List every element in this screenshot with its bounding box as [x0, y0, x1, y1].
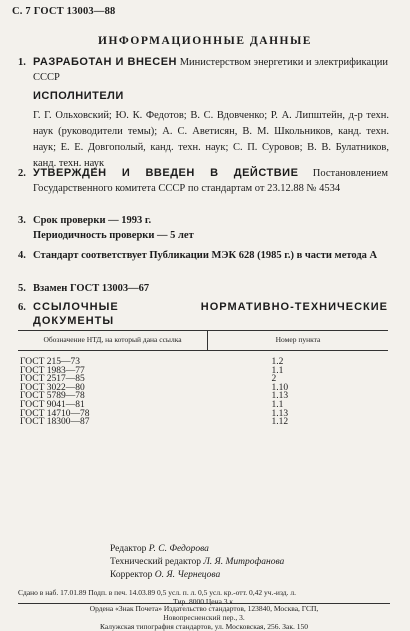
- imprint-line-1: Сдано в наб. 17.01.89 Подп. в печ. 14.03.89 0,5 усл. п. л. 0,5 усл. кр.-отт. 0,42 уч.-изд. л.: [18, 588, 296, 597]
- section-3-line1: Срок проверки — 1993 г.: [33, 215, 152, 226]
- page-header: С. 7 ГОСТ 13003—88: [12, 6, 116, 17]
- section-6: [18, 300, 388, 328]
- section-4-text: Стандарт соответствует Публикации МЭК 628 (1985 г.) в части метода А: [33, 250, 378, 261]
- table-cell-clause: 1.13: [271, 408, 289, 419]
- table-cell-ntd: ГОСТ 5789—78: [20, 391, 85, 402]
- table-cell-clause: 1.12: [271, 417, 289, 428]
- section-1: [18, 55, 388, 85]
- table-cell-clause: 1.2: [271, 357, 284, 367]
- editor-label: Редактор: [110, 544, 147, 554]
- table-cell-ntd: ГОСТ 1983—77: [20, 365, 85, 376]
- table-cell-clause: 1.10: [271, 382, 289, 393]
- section-5-text: Взамен ГОСТ 13003—67: [33, 283, 150, 294]
- corrector-line: [110, 569, 284, 582]
- table-header-clause: Номер пункта: [208, 331, 389, 351]
- table-row: [18, 351, 388, 367]
- section-2: [18, 166, 388, 196]
- table-cell-ntd: ГОСТ 18300—87: [20, 417, 90, 428]
- tech-editor-name: Л. Я. Митрофанова: [203, 557, 285, 567]
- table-cell-ntd: ГОСТ 215—73: [20, 357, 80, 367]
- section-6-text: ССЫЛОЧНЫЕ НОРМАТИВНО-ТЕХНИЧЕСКИЕ ДОКУМЕНТЫ: [33, 301, 388, 327]
- table-header-row: [18, 331, 388, 351]
- executors-heading: ИСПОЛНИТЕЛИ: [33, 90, 124, 102]
- editor-name: Р. С. Федорова: [148, 544, 209, 554]
- table-cell-ntd: ГОСТ 2517—85: [20, 374, 85, 385]
- section-1-body: Министерством энергетики и электрификации СССР: [33, 57, 388, 83]
- section-2-text: [33, 166, 388, 196]
- table-cell-ntd: ГОСТ 9041—81: [20, 399, 85, 410]
- table-cell-clause: 1.1: [271, 399, 284, 410]
- tech-editor-line: [110, 556, 284, 569]
- section-3-number: 3.: [18, 215, 26, 226]
- editor-line: [110, 543, 284, 556]
- corrector-label: Корректор: [110, 570, 153, 580]
- publisher-line-3: Калужская типография стандартов, ул. Московская, 256. Зак. 150: [99, 622, 308, 631]
- corrector-name: О. Я. Чернецова: [154, 570, 221, 580]
- table-cell-ntd: ГОСТ 3022—80: [20, 382, 85, 393]
- table-row: [18, 418, 388, 427]
- section-1-lead: РАЗРАБОТАН И ВНЕСЕН: [33, 56, 177, 68]
- section-3-line2: Периодичность проверки — 5 лет: [33, 230, 194, 241]
- section-3: [18, 213, 388, 243]
- table-cell-clause: 1.1: [271, 365, 284, 376]
- section-4: [18, 248, 388, 263]
- tech-editor-label: Технический редактор: [110, 557, 201, 567]
- section-1-text: [33, 55, 388, 85]
- table-header-ntd: Обозначение НТД, на который дана ссылка: [18, 331, 208, 351]
- publisher-line-2: Новопресненский пер., 3.: [163, 613, 245, 622]
- section-2-body: Постановлением Государственного комитета СССР по стандартам от 23.12.88 № 4534: [33, 168, 388, 194]
- reference-table: [18, 330, 388, 427]
- table-cell-clause: 1.13: [271, 391, 289, 402]
- section-2-number: 2.: [18, 168, 26, 179]
- publisher-line-1: Ордена «Знак Почета» Издательство стандартов, 123840, Москва, ГСП,: [89, 604, 319, 613]
- section-5-number: 5.: [18, 283, 26, 294]
- editors-block: [110, 543, 284, 582]
- imprint-line-2: Тир. 8000 Цена 3 к.: [173, 596, 235, 606]
- table-cell-clause: 2: [271, 374, 277, 385]
- section-5: [18, 281, 388, 296]
- publisher-block: [18, 604, 390, 631]
- executors-list: Г. Г. Ольховский; Ю. К. Федотов; В. С. Вдовченко; Р. А. Липштейн, д-р техн. наук (руководители темы); А. С. Аветисян, В. М. Школьников, канд. техн. наук; Е. Е. Довгополый, канд. техн. наук; С. П. Суровов; В. В. Булатников, канд. техн. наук: [33, 110, 389, 169]
- table-cell-ntd: ГОСТ 14710—78: [20, 408, 90, 419]
- page-title: ИНФОРМАЦИОННЫЕ ДАННЫЕ: [98, 35, 312, 47]
- section-6-number: 6.: [18, 302, 26, 313]
- section-1-number: 1.: [18, 57, 26, 68]
- section-2-lead: УТВЕРЖДЕН И ВВЕДЕН В ДЕЙСТВИЕ: [33, 167, 299, 179]
- section-4-number: 4.: [18, 250, 26, 261]
- section-3-text: [33, 213, 388, 243]
